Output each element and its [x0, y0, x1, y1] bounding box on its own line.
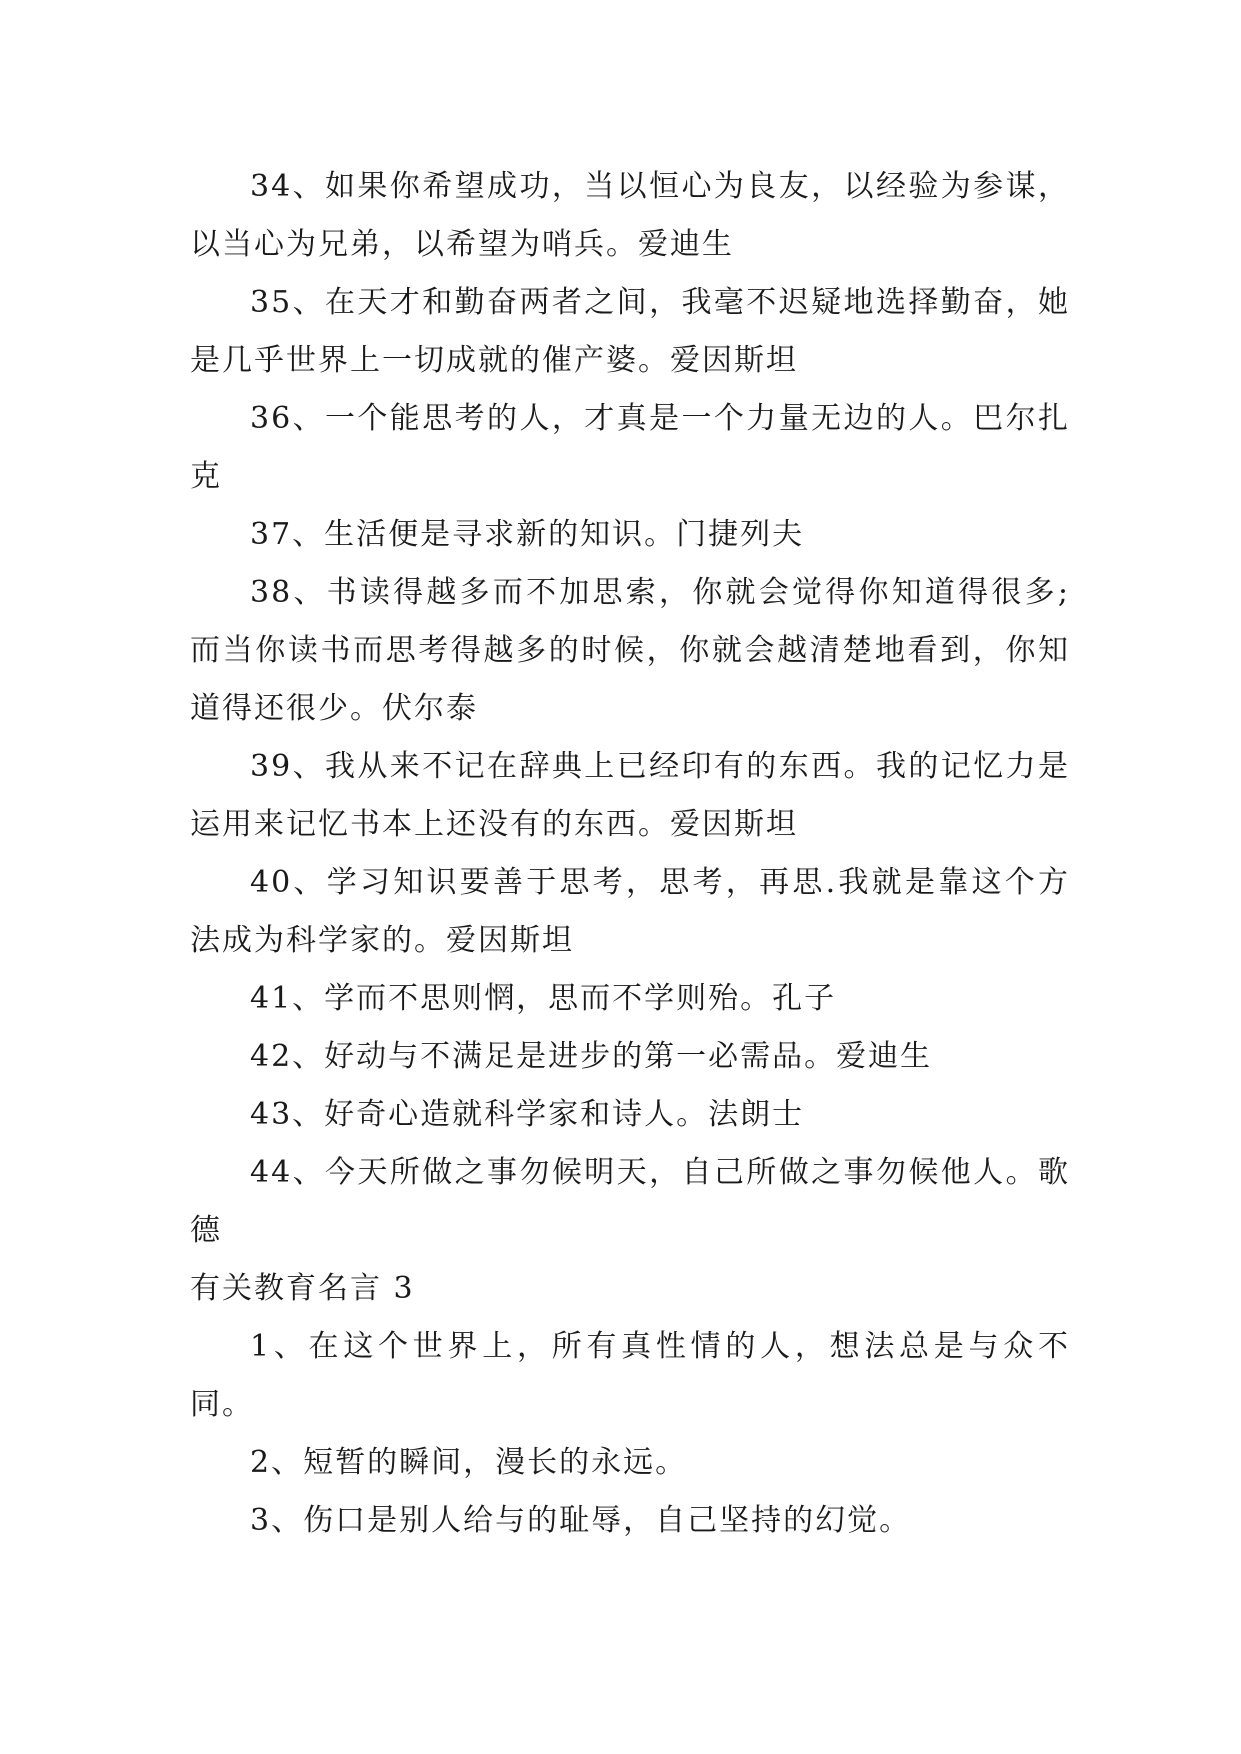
quote-43: 43、好奇心造就科学家和诗人。法朗士	[250, 1097, 805, 1132]
section-quote-3: 3、伤口是别人给与的耻辱，自己坚持的幻觉。	[250, 1503, 912, 1538]
quote-36: 36、一个能思考的人，才真是一个力量无边的人。巴尔扎克	[190, 401, 1070, 494]
quote-41: 41、学而不思则惘，思而不学则殆。孔子	[250, 981, 837, 1016]
quote-40: 40、学习知识要善于思考，思考，再思.我就是靠这个方法成为科学家的。爱因斯坦	[190, 865, 1070, 958]
section-heading: 有关教育名言 3	[190, 1271, 415, 1306]
quote-39: 39、我从来不记在辞典上已经印有的东西。我的记忆力是运用来记忆书本上还没有的东西。爱因斯坦	[190, 749, 1070, 842]
quote-42: 42、好动与不满足是进步的第一必需品。爱迪生	[250, 1039, 933, 1074]
quote-38: 38、书读得越多而不加思索，你就会觉得你知道得很多;而当你读书而思考得越多的时候，你就会越清楚地看到，你知道得还很少。伏尔泰	[190, 575, 1070, 726]
quote-37: 37、生活便是寻求新的知识。门捷列夫	[250, 517, 805, 552]
quote-34: 34、如果你希望成功，当以恒心为良友，以经验为参谋，以当心为兄弟，以希望为哨兵。爱迪生	[190, 169, 1070, 262]
document-body	[190, 158, 1070, 1550]
section-quote-1: 1、在这个世界上，所有真性情的人，想法总是与众不同。	[190, 1329, 1070, 1422]
quote-44: 44、今天所做之事勿候明天，自己所做之事勿候他人。歌德	[190, 1155, 1070, 1248]
quote-35: 35、在天才和勤奋两者之间，我毫不迟疑地选择勤奋，她是几乎世界上一切成就的催产婆。爱因斯坦	[190, 285, 1070, 378]
section-quote-2: 2、短暂的瞬间，漫长的永远。	[250, 1445, 688, 1480]
